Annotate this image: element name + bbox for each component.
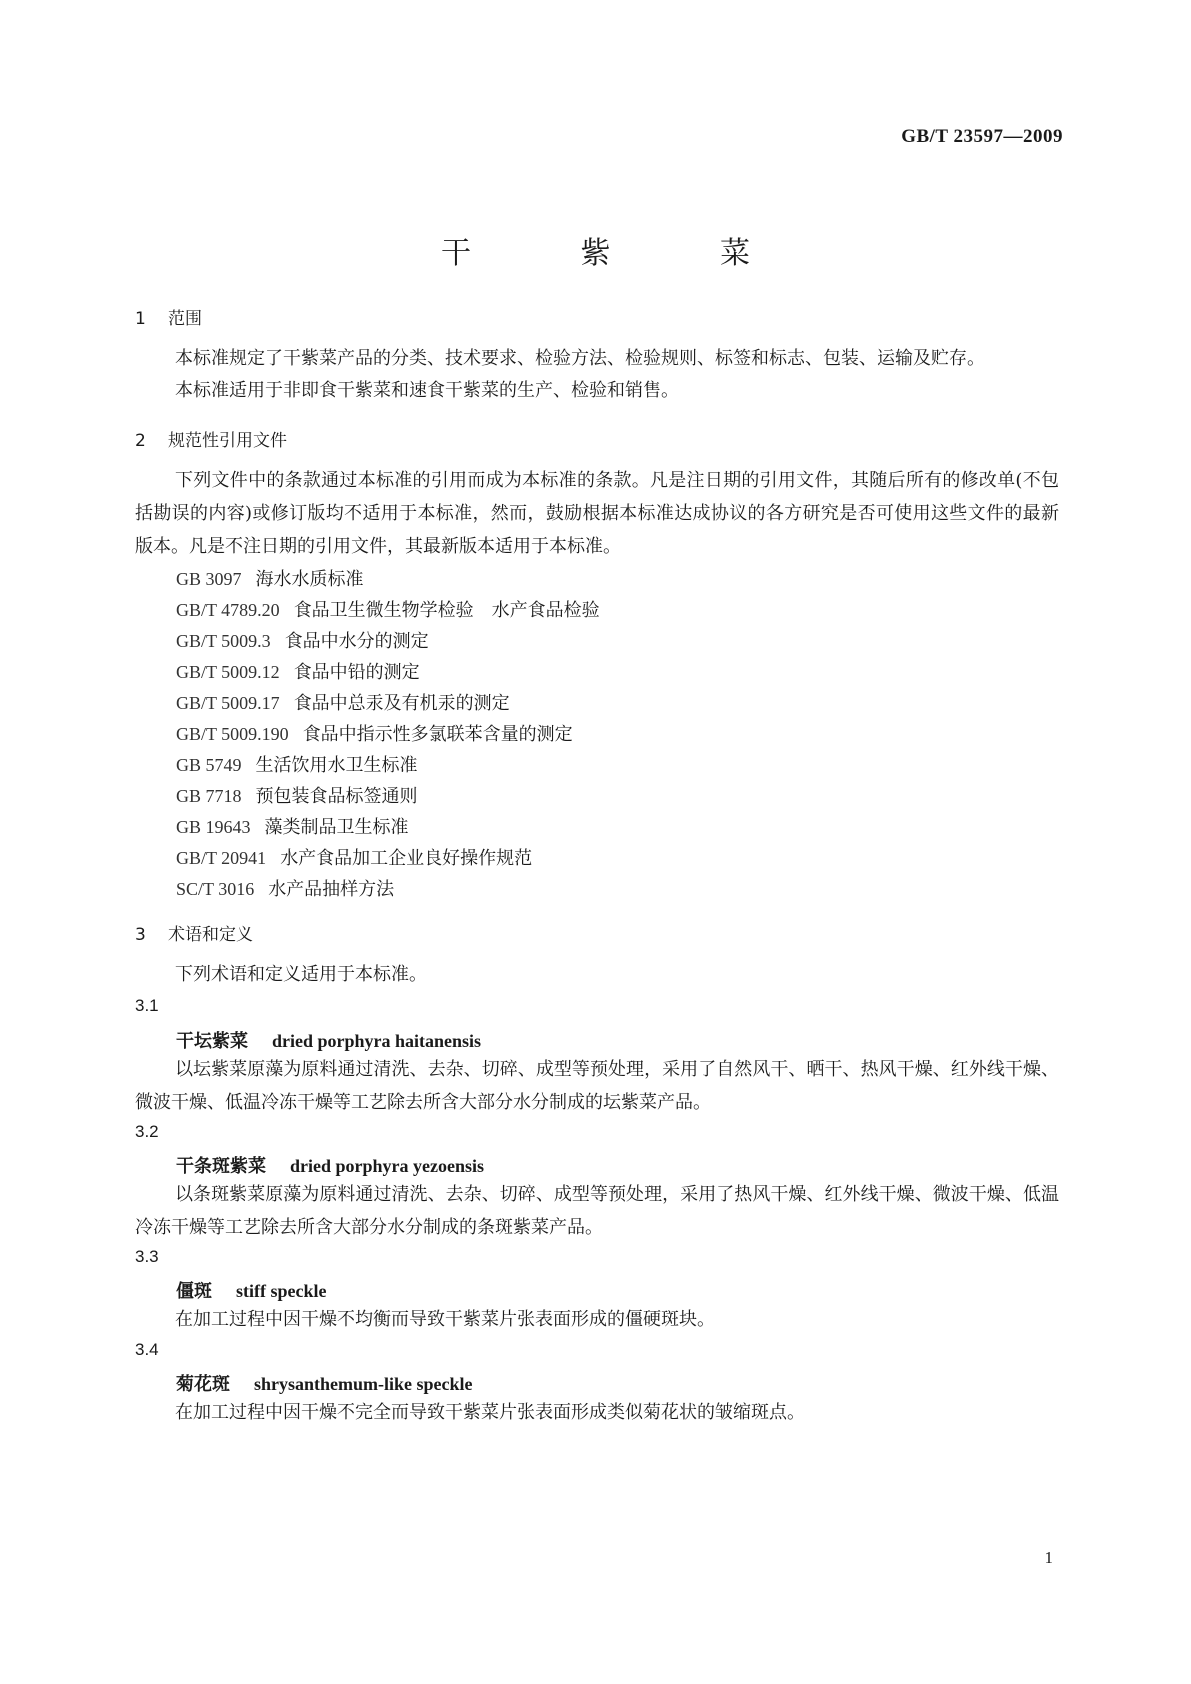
reference-code: GB 5749 xyxy=(176,755,242,775)
reference-item xyxy=(176,689,510,715)
reference-title: 食品卫生微生物学检验 水产食品检验 xyxy=(293,600,600,621)
term-chinese: 僵斑 xyxy=(176,1281,212,1302)
document-title: 干 紫 菜 xyxy=(440,236,801,271)
reference-code: GB/T 5009.3 xyxy=(176,631,271,651)
section-title: 规范性引用文件 xyxy=(168,431,287,451)
reference-title: 食品中总汞及有机汞的测定 xyxy=(293,693,510,714)
section-number: 2 xyxy=(135,431,146,451)
reference-item xyxy=(176,782,418,808)
term-english: dried porphyra haitanensis xyxy=(272,1031,482,1051)
reference-item xyxy=(176,627,429,653)
subsection-number: 3.4 xyxy=(135,1340,159,1359)
subsection-number: 3.2 xyxy=(135,1122,159,1141)
term-chinese: 干条斑紫菜 xyxy=(176,1156,266,1177)
reference-title: 水产食品加工企业良好操作规范 xyxy=(280,848,533,869)
reference-item xyxy=(176,875,394,901)
reference-item xyxy=(176,751,418,777)
section-number: 3 xyxy=(135,925,146,945)
term-definition: 以条斑紫菜原藻为原料通过清洗、去杂、切碎、成型等预处理，采用了热风干燥、红外线干燥、微波干燥、低温冷冻干燥等工艺除去所含大部分水分制成的条斑紫菜产品。 xyxy=(135,1184,1059,1238)
reference-title: 食品中水分的测定 xyxy=(284,631,429,652)
term-definition: 在加工过程中因干燥不完全而导致干紫菜片张表面形成类似菊花状的皱缩斑点。 xyxy=(175,1402,805,1423)
term-english: stiff speckle xyxy=(236,1281,327,1301)
reference-title: 预包装食品标签通则 xyxy=(255,786,418,807)
section-number: 1 xyxy=(135,309,146,329)
term-heading xyxy=(176,1027,481,1053)
page-number: 1 xyxy=(1044,1548,1053,1567)
reference-code: GB/T 5009.190 xyxy=(176,724,289,744)
reference-title: 食品中指示性多氯联苯含量的测定 xyxy=(302,724,573,745)
reference-code: GB/T 5009.12 xyxy=(176,662,280,682)
reference-item xyxy=(176,813,409,839)
reference-title: 水产品抽样方法 xyxy=(268,879,395,900)
term-english: dried porphyra yezoensis xyxy=(290,1156,485,1176)
section-2-heading xyxy=(135,426,287,451)
standard-number: GB/T 23597—2009 xyxy=(901,126,1063,147)
paragraph: 本标准适用于非即食干紫菜和速食干紫菜的生产、检验和销售。 xyxy=(175,380,679,401)
paragraph: 下列文件中的条款通过本标准的引用而成为本标准的条款。凡是注日期的引用文件，其随后所有的修改单(不包括勘误的内容)或修订版均不适用于本标准，然而，鼓励根据本标准达成协议的各方研究是否可使用这些文件的最新版本。凡是不注日期的引用文件，其最新版本适用于本标准。 xyxy=(135,470,1059,557)
reference-code: GB 7718 xyxy=(176,786,242,806)
reference-title: 食品中铅的测定 xyxy=(293,662,420,683)
reference-title: 海水水质标准 xyxy=(255,569,364,590)
term-english: shrysanthemum-like speckle xyxy=(254,1374,473,1394)
term-heading xyxy=(176,1370,473,1396)
reference-item xyxy=(176,720,573,746)
section-title: 范围 xyxy=(168,309,202,329)
reference-code: GB/T 5009.17 xyxy=(176,693,280,713)
reference-title: 生活饮用水卫生标准 xyxy=(255,755,418,776)
subsection-number: 3.1 xyxy=(135,996,159,1015)
term-definition: 以坛紫菜原藻为原料通过清洗、去杂、切碎、成型等预处理，采用了自然风干、晒干、热风干燥、红外线干燥、微波干燥、低温冷冻干燥等工艺除去所含大部分水分制成的坛紫菜产品。 xyxy=(135,1059,1059,1113)
reference-code: GB/T 4789.20 xyxy=(176,600,280,620)
subsection-number: 3.3 xyxy=(135,1247,159,1266)
reference-code: GB 3097 xyxy=(176,569,242,589)
term-heading xyxy=(176,1152,484,1178)
term-chinese: 干坛紫菜 xyxy=(176,1031,248,1052)
section-1-heading xyxy=(135,304,202,329)
term-heading xyxy=(176,1277,326,1303)
reference-item xyxy=(176,565,364,591)
term-chinese: 菊花斑 xyxy=(176,1374,230,1395)
term-definition: 在加工过程中因干燥不均衡而导致干紫菜片张表面形成的僵硬斑块。 xyxy=(175,1309,715,1330)
reference-item xyxy=(176,596,600,622)
reference-item xyxy=(176,658,420,684)
reference-code: GB/T 20941 xyxy=(176,848,267,868)
reference-title: 藻类制品卫生标准 xyxy=(264,817,409,838)
reference-code: GB 19643 xyxy=(176,817,251,837)
paragraph: 本标准规定了干紫菜产品的分类、技术要求、检验方法、检验规则、标签和标志、包装、运输及贮存。 xyxy=(175,348,985,369)
reference-code: SC/T 3016 xyxy=(176,879,255,899)
reference-item xyxy=(176,844,532,870)
paragraph: 下列术语和定义适用于本标准。 xyxy=(175,964,427,985)
section-3-heading xyxy=(135,920,253,945)
section-title: 术语和定义 xyxy=(168,925,253,945)
